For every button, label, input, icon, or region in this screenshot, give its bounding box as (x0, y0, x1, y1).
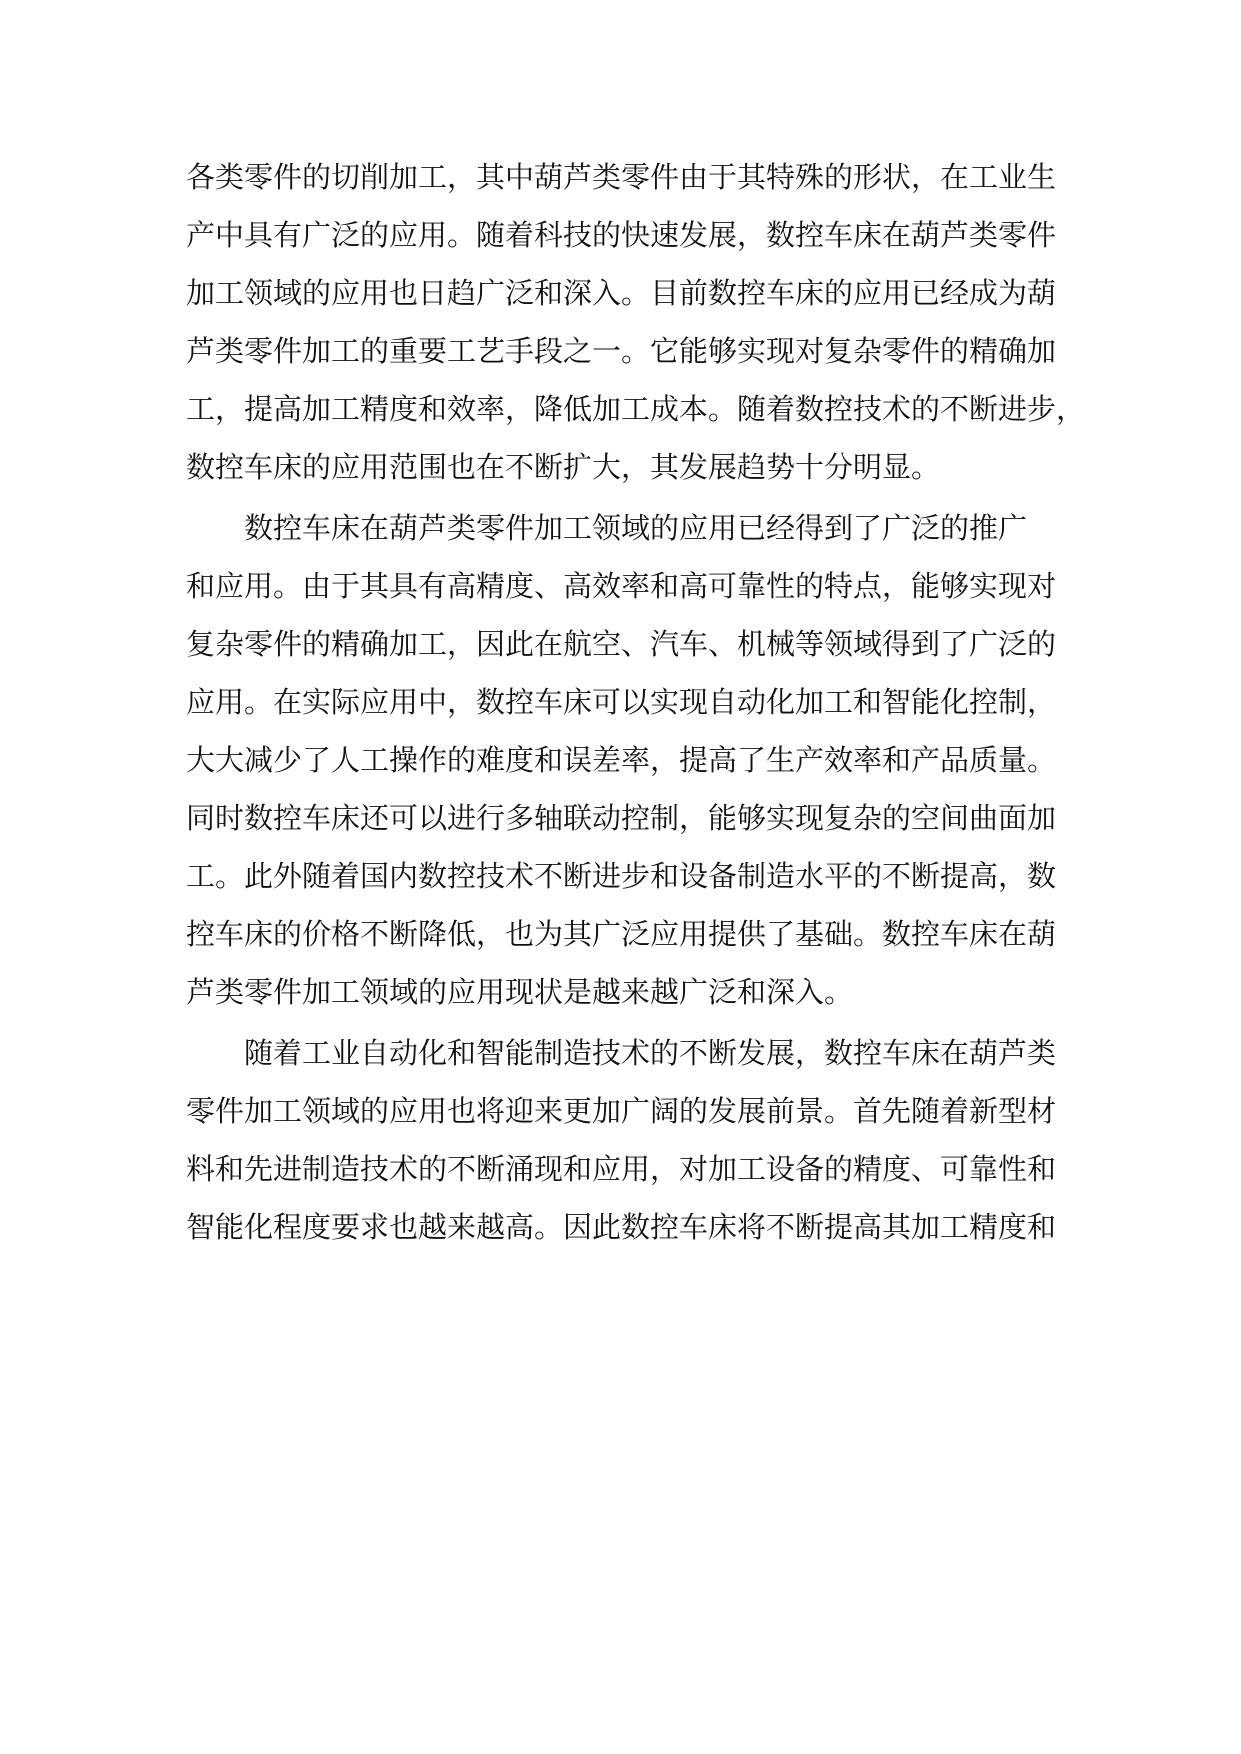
text-line: 零件加工领域的应用也将迎来更加广阔的发展前景。首先随着新型材 (186, 1094, 1057, 1128)
text-line: 智能化程度要求也越来越高。因此数控车床将不断提高其加工精度和 (186, 1210, 1057, 1244)
text-line: 料和先进制造技术的不断涌现和应用，对加工设备的精度、可靠性和 (186, 1152, 1057, 1186)
text-line: 控车床的价格不断降低，也为其广泛应用提供了基础。数控车床在葫 (186, 917, 1057, 951)
paragraph-2 (186, 499, 1066, 1021)
paragraph-1 (186, 148, 1086, 496)
text-line: 芦类零件加工的重要工艺手段之一。它能够实现对复杂零件的精确加 (186, 334, 1057, 368)
text-line: 数控车床在葫芦类零件加工领域的应用已经得到了广泛的推广 (244, 511, 1028, 545)
text-line: 同时数控车床还可以进行多轴联动控制，能够实现复杂的空间曲面加 (186, 801, 1057, 835)
text-line: 大大减少了人工操作的难度和误差率，提高了生产效率和产品质量。 (186, 743, 1057, 777)
text-line: 应用。在实际应用中，数控车床可以实现自动化加工和智能化控制， (186, 685, 1057, 719)
text-line: 随着工业自动化和智能制造技术的不断发展，数控车床在葫芦类 (244, 1036, 1057, 1070)
text-line: 复杂零件的精确加工，因此在航空、汽车、机械等领域得到了广泛的 (186, 627, 1057, 661)
body-text (186, 148, 1086, 1256)
text-line: 产中具有广泛的应用。随着科技的快速发展，数控车床在葫芦类零件 (186, 218, 1057, 252)
text-line: 芦类零件加工领域的应用现状是越来越广泛和深入。 (186, 975, 854, 1009)
text-line: 数控车床的应用范围也在不断扩大，其发展趋势十分明显。 (186, 450, 941, 484)
paragraph-3 (186, 1024, 1066, 1256)
text-line: 和应用。由于其具有高精度、高效率和高可靠性的特点，能够实现对 (186, 569, 1057, 603)
text-line: 工。此外随着国内数控技术不断进步和设备制造水平的不断提高，数 (186, 859, 1057, 893)
text-line: 加工领域的应用也日趋广泛和深入。目前数控车床的应用已经成为葫 (186, 276, 1057, 310)
text-line: 各类零件的切削加工，其中葫芦类零件由于其特殊的形状，在工业生 (186, 160, 1057, 194)
text-line: 工，提高加工精度和效率，降低加工成本。随着数控技术的不断进步， (186, 392, 1086, 426)
